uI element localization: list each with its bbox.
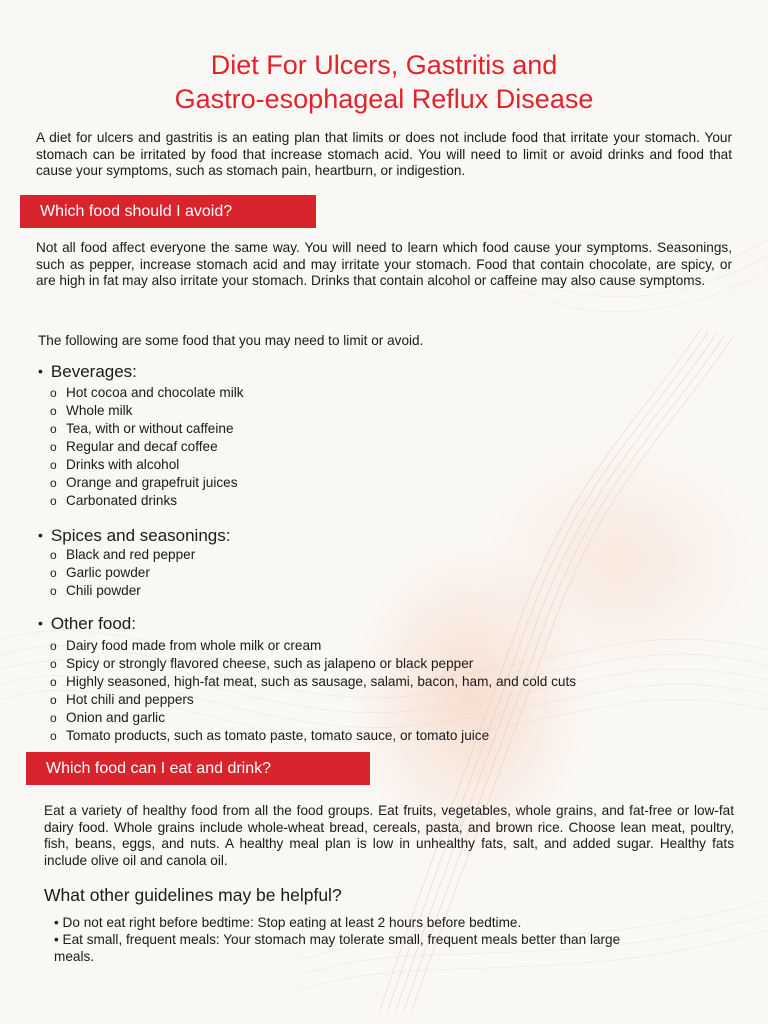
circle-bullet-icon: o: [50, 566, 57, 580]
avoid-paragraph: Not all food affect everyone the same way. You will need to learn which food cause your symptoms. Seasonings, such as pepper, increase stomach acid and may irritate your stomach. Food that contain chocolate, are spicy, or are high in fat may also irritate your stomach. Drinks that contain alcohol or caffeine may also cause symptoms.: [36, 240, 732, 288]
list-item: o Regular and decaf coffee: [50, 439, 218, 454]
list-item: o Whole milk: [50, 403, 133, 418]
beverages-heading: • Beverages:: [38, 362, 137, 381]
avoid-intro-line: The following are some food that you may need to limit or avoid.: [38, 333, 424, 348]
bullet-icon: •: [38, 363, 43, 379]
list-item: o Dairy food made from whole milk or cream: [50, 638, 322, 653]
guidelines-heading: What other guidelines may be helpful?: [44, 885, 342, 905]
list-item: • Do not eat right before bedtime: Stop eating at least 2 hours before bedtime.: [54, 915, 522, 930]
list-item: o Tea, with or without caffeine: [50, 421, 234, 436]
circle-bullet-icon: o: [50, 675, 57, 689]
spices-list: [50, 546, 195, 600]
list-item: o Highly seasoned, high-fat meat, such as sausage, salami, bacon, ham, and cold cuts: [50, 674, 577, 689]
circle-bullet-icon: o: [50, 711, 57, 725]
title-line-2: Gastro-esophageal Reflux Disease: [174, 84, 594, 114]
circle-bullet-icon: o: [50, 422, 57, 436]
circle-bullet-icon: o: [50, 440, 57, 454]
circle-bullet-icon: o: [50, 404, 57, 418]
list-item: o Carbonated drinks: [50, 493, 178, 508]
list-item: • Eat small, frequent meals: Your stomach may tolerate small, frequent meals better than large meals.: [54, 932, 621, 964]
circle-bullet-icon: o: [50, 476, 57, 490]
list-item: o Orange and grapefruit juices: [50, 475, 238, 490]
circle-bullet-icon: o: [50, 729, 57, 743]
circle-bullet-icon: o: [50, 639, 57, 653]
bullet-icon: •: [38, 615, 43, 631]
bullet-icon: •: [54, 915, 63, 930]
bullet-icon: •: [54, 932, 63, 947]
eat-section-banner: Which food can I eat and drink?: [26, 752, 370, 785]
spices-heading: • Spices and seasonings:: [38, 526, 231, 545]
other-food-heading: • Other food:: [38, 614, 136, 633]
circle-bullet-icon: o: [50, 657, 57, 671]
list-item: o Onion and garlic: [50, 710, 165, 725]
circle-bullet-icon: o: [50, 584, 57, 598]
circle-bullet-icon: o: [50, 458, 57, 472]
other-food-list: [50, 637, 576, 745]
circle-bullet-icon: o: [50, 693, 57, 707]
intro-paragraph: A diet for ulcers and gastritis is an eating plan that limits or does not include food that irritate your stomach. Your stomach can be irritated by food that increase stomach acid. You will need to limit or avoid drinks and food that cause your symptoms, such as stomach pain, heartburn, or indigestion.: [36, 130, 732, 178]
guidelines-list: [44, 914, 624, 965]
list-item: o Garlic powder: [50, 565, 150, 580]
list-item: o Drinks with alcohol: [50, 457, 180, 472]
list-item: o Tomato products, such as tomato paste, tomato sauce, or tomato juice: [50, 728, 490, 743]
page-title: [0, 48, 768, 116]
list-item: o Black and red pepper: [50, 547, 196, 562]
circle-bullet-icon: o: [50, 548, 57, 562]
list-item: o Hot chili and peppers: [50, 692, 194, 707]
beverages-list: [50, 384, 244, 510]
list-item: o Hot cocoa and chocolate milk: [50, 385, 244, 400]
circle-bullet-icon: o: [50, 386, 57, 400]
avoid-section-banner: Which food should I avoid?: [20, 195, 316, 228]
circle-bullet-icon: o: [50, 494, 57, 508]
list-item: o Spicy or strongly flavored cheese, such as jalapeno or black pepper: [50, 656, 474, 671]
title-line-1: Diet For Ulcers, Gastritis and: [210, 50, 558, 80]
bullet-icon: •: [38, 527, 43, 543]
list-item: o Chili powder: [50, 583, 141, 598]
eat-paragraph: Eat a variety of healthy food from all the food groups. Eat fruits, vegetables, whole grains, and fat-free or low-fat dairy food. Whole grains include whole-wheat bread, cereals, pasta, and brown rice. Choose lean meat, poultry, fish, beans, eggs, and nuts. A healthy meal plan is low in unhealthy fats, salt, and added sugar. Healthy fats include olive oil and canola oil.: [44, 803, 734, 868]
